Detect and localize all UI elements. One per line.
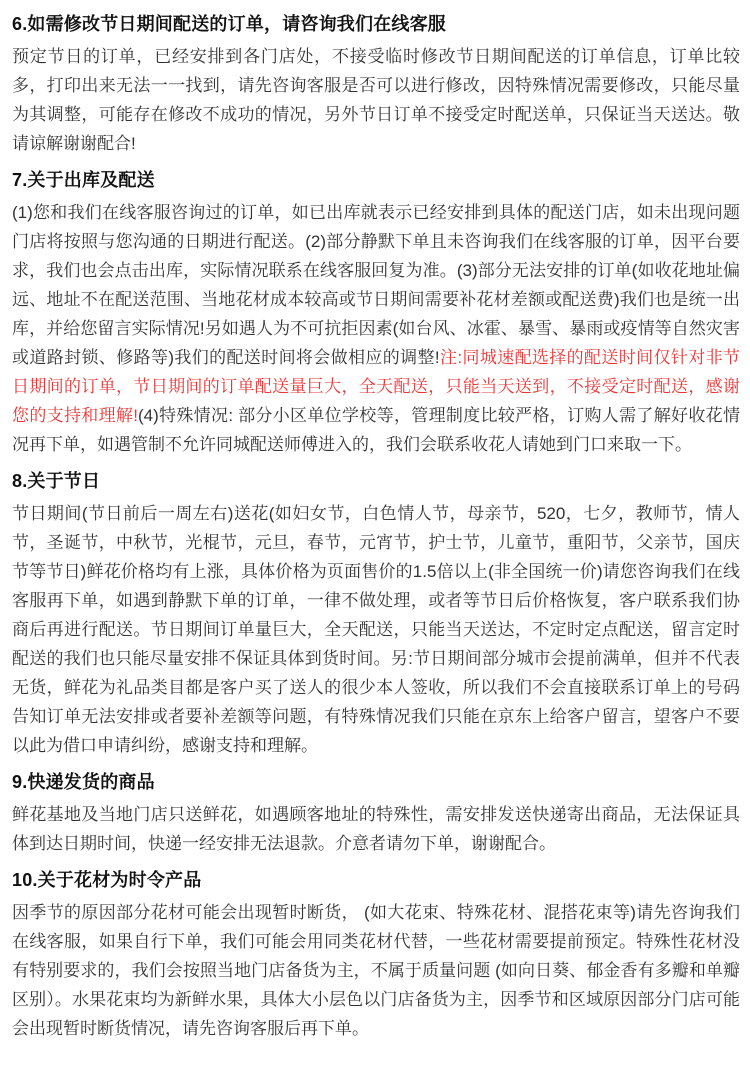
section-body (12, 198, 740, 459)
section-body (12, 42, 740, 158)
section-heading: 6.如需修改节日期间配送的订单，请咨询我们在线客服 (12, 14, 447, 34)
faq-section-9 (12, 770, 740, 858)
text-segment: (4)特殊情况: 部分小区单位学校等，管理制度比较严格，订购人需了解好收花情况再下单，如遇管制不允许同城配送师傅进入的，我们会联系收花人请她到门口来取一下。 (12, 406, 740, 454)
faq-section-7 (12, 168, 740, 459)
section-heading: 8.关于节日 (12, 471, 101, 491)
text-segment: (1)您和我们在线客服咨询过的订单，如已出库就表示已经安排到具体的配送门店，如未出现问题门店将按照与您沟通的日期进行配送。(2)部分静默下单且未咨询我们在线客服的订单，因平台要求，我们也会点击出库，实际情况联系在线客服回复为准。(3)部分无法安排的订单(如收花地址偏远、地址不在配送范围、当地花材成本较高或节日期间需要补花材差额或配送费)我们也是统一出库，并给您留言实际情况!另如遇人为不可抗拒因素(如台风、冰霍、暴雪、暴雨或疫情等自然灾害或道路封锁、修路等)我们的配送时间将会做相应的调整! (12, 203, 740, 367)
section-heading: 7.关于出库及配送 (12, 170, 155, 190)
faq-section-8 (12, 469, 740, 760)
text-segment: 因季节的原因部分花材可能会出现暂时断货， (如大花束、特殊花材、混搭花束等)请先咨询我们在线客服，如果自行下单，我们可能会用同类花材代替，一些花材需要提前预定。特殊性花材没有特别要求的，我们会按照当地门店备货为主，不属于质量问题 (如向日葵、郁金香有多瓣和单瓣区别）。水果花束均为新鲜水果，具体大小层色以门店备货为主，因季节和区域原因部分门店可能会出现暂时断货情况，请先咨询客服后再下单。 (12, 903, 740, 1038)
section-heading: 10.关于花材为时令产品 (12, 870, 202, 890)
text-segment: 节日期间(节日前后一周左右)送花(如妇女节，白色情人节，母亲节，520，七夕，教师节，情人节，圣诞节，中秋节，光棍节，元旦，春节，元宵节，护士节，儿童节，重阳节，父亲节，国庆节等节日)鲜花价格均有上涨，具体价格为页面售价的1.5倍以上(非全国统一价)请您咨询我们在线客服再下单，如遇到静默下单的订单，一律不做处理，或者等节日后价格恢复，客户联系我们协商后再进行配送。节日期间订单量巨大，全天配送，只能当天送达，不定时定点配送，留言定时配送的我们也只能尽量安排不保证具体到货时间。另:节日期间部分城市会提前满单，但并不代表无货，鲜花为礼品类目都是客户买了送人的很少本人签收，所以我们不会直接联系订单上的号码告知订单无法安排或者要补差额等问题，有特殊情况我们只能在京东上给客户留言，望客户不要以此为借口申请纠纷，感谢支持和理解。 (12, 504, 740, 755)
alert-text-segment: 注:同城速配选择的配送时间仅针对非节日期间的订单，节日期间的订单配送量巨大，全天配送，只能当天送到，不接受定时配送，感谢您的支持和理解! (12, 348, 740, 425)
section-heading: 9.快递发货的商品 (12, 772, 155, 792)
text-segment: 预定节日的订单，已经安排到各门店处，不接受临时修改节日期间配送的订单信息，订单比较多，打印出来无法一一找到，请先咨询客服是否可以进行修改，因特殊情况需要修改，只能尽量为其调整，可能存在修改不成功的情况，另外节日订单不接受定时配送单，只保证当天送达。敬请谅解谢谢配合! (12, 47, 740, 153)
section-body (12, 499, 740, 760)
faq-section-10 (12, 868, 740, 1043)
text-segment: 鲜花基地及当地门店只送鲜花，如遇顾客地址的特殊性，需安排发送快递寄出商品，无法保证具体到达日期时间，快递一经安排无法退款。介意者请勿下单，谢谢配合。 (12, 805, 740, 853)
section-body (12, 800, 740, 858)
section-body (12, 898, 740, 1043)
faq-section-6 (12, 12, 740, 158)
